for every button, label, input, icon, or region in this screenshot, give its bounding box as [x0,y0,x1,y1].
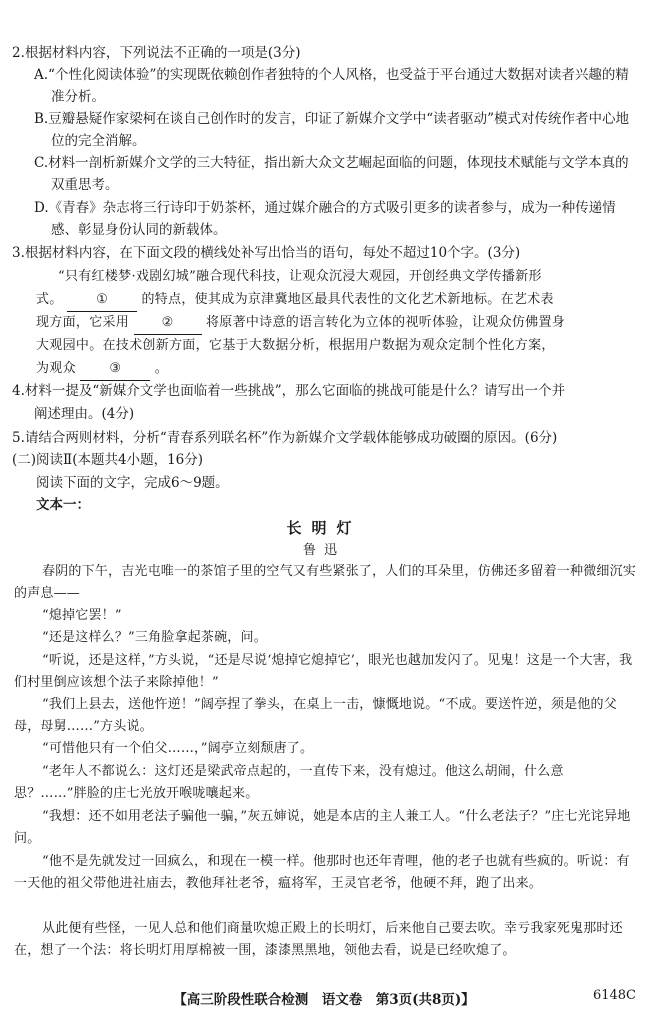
question-3-passage-line-3 [36,312,634,335]
question-3-passage-line-1: “只有红楼梦·戏剧幻城”融合现代科技，让观众沉浸大观园，开创经典文学传播新形 [58,269,542,284]
passage-text: 的特点，使其成为京津冀地区最具代表性的文化艺术新地标。在艺术表 [141,292,554,307]
passage-text: 现方面，它采用 [36,315,130,330]
story-paragraph: “熄掉它罢！” [42,608,122,623]
page-footer: 【高三阶段性联合检测 语文卷 第3页(共8页)】 [173,992,475,1008]
text-label: 文本一： [36,497,90,513]
section-heading: (二)阅读Ⅱ(本题共4小题，16分) [12,452,204,468]
question-5: 5.请结合两则材料，分析“青春系列联名杯”作为新媒介文学载体能够成功破圈的原因。(6分) [12,430,558,446]
story-paragraph: “老年人不都说么：这灯还是梁武帝点起的，一直传下来，没有熄过。他这么胡闹，什么意思？……”胖脸的庄七光放开喉咙嚷起来。 [14,764,564,801]
question-4-line-1: 4.材料一提及“新媒介文学也面临着一些挑战”，那么它面临的挑战可能是什么？请写出一个并 [12,383,566,399]
passage-text: 为观众 [36,361,76,376]
story-author: 鲁迅 [302,543,345,558]
passage-text: 。 [154,361,169,376]
story-paragraph: “还是这样么？”三角脸拿起茶碗，问。 [42,630,267,645]
reading-instruction: 阅读下面的文字，完成6～9题。 [36,475,229,491]
question-4-line-2: 阐述理由。(4分) [34,406,135,422]
story-paragraph: “听说，还是这样，”方头说，“还是尽说‘熄掉它熄掉它’，眼光也越加发闪了。见鬼！这是一个大害，我们村里倒应该想个法子来除掉他！” [14,653,633,690]
story-paragraph: “我们上县去，送他忤逆！”阔亭捏了拳头，在桌上一击，慷慨地说。“不成。要送忤逆，须是他的父母，母舅……”方头说。 [14,697,617,734]
question-3-stem: 3.根据材料内容，在下面文段的横线处补写出恰当的语句，每处不超过10个字。(3分) [12,245,521,261]
passage-text: 将原著中诗意的语言转化为立体的视听体验，让观众仿佛置身 [205,315,566,330]
exam-code: 6148C [592,988,636,1003]
story-paragraph: 从此便有些怪，一见人总和他们商量吹熄正殿上的长明灯，后来他自己要去吹。幸亏我家死鬼那时还在，想了一个法：将长明灯用厚棉被一围，漆漆黑黑地，领他去看，说是已经吹熄了。 [14,921,623,958]
question-3-passage-line-5 [36,358,634,381]
story-title: 长明灯 [286,519,362,537]
question-2-option-b: B.豆瓣悬疑作家梁柯在谈自己创作时的发言，印证了新媒介文学中“读者驱动”模式对传统作者中心地位的完全消解。 [34,111,630,149]
story-paragraph: “他不是先就发过一回疯么，和现在一模一样。他那时也还年青哩，他的老子也就有些疯的。听说：有一天他的祖父带他进社庙去，教他拜社老爷，瘟将军，王灵官老爷，他硬不拜，跑了出来。 [14,854,630,891]
question-2-option-c: C.材料一剖析新媒介文学的三大特征，指出新大众文艺崛起面临的问题，体现技术赋能与文学本真的双重思考。 [34,155,629,193]
blank-1: ① [67,289,137,312]
story-paragraph: “可惜他只有一个伯父……，”阔亭立刻颓唐了。 [42,741,314,756]
question-2-option-d: D.《青春》杂志将三行诗印于奶茶杯，通过媒介融合的方式吸引更多的读者参与，成为一种传递情感、彰显身份认同的新载体。 [34,200,616,238]
story-paragraph: “我想：还不如用老法子骗他一骗，”灰五婶说，她是本店的主人兼工人。“什么老法子？”庄七光诧异地问。 [14,809,631,846]
blank-2: ② [134,312,202,335]
blank-3: ③ [80,358,150,381]
question-2-option-a: A.“个性化阅读体验”的实现既依赖创作者独特的个人风格，也受益于平台通过大数据对读者兴趣的精准分析。 [34,67,629,105]
story-paragraph: 春阴的下午，吉光屯唯一的茶馆子里的空气又有些紧张了，人们的耳朵里，仿佛还多留着一种微细沉实的声息—— [14,564,637,601]
question-2-stem: 2.根据材料内容，下列说法不正确的一项是(3分) [12,45,301,61]
passage-text: 式。 [36,292,63,307]
question-3-passage-line-4: 大观园中。在技术创新方面，它基于大数据分析，根据用户数据为观众定制个性化方案， [36,338,555,353]
question-3-passage-line-2 [36,289,634,312]
